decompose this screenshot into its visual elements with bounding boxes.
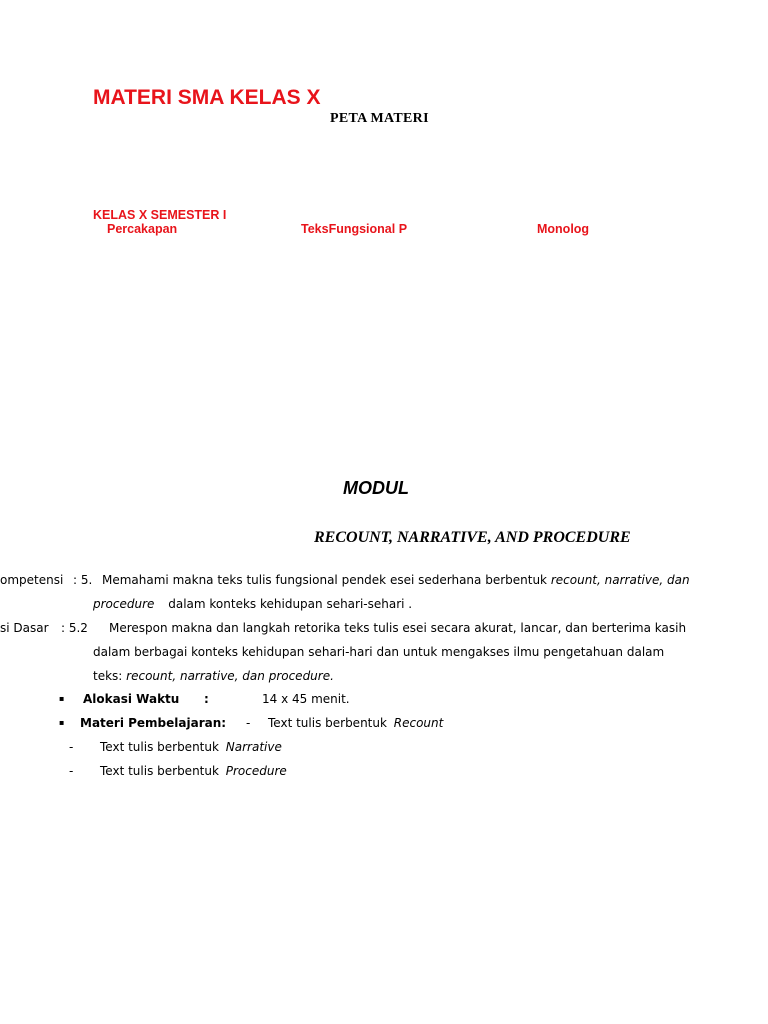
alokasi-waktu-value: 14 x 45 menit. [262,692,350,706]
standar-kompetensi-line-2 [93,597,412,611]
materi-item-procedure [100,764,287,778]
materi-pembelajaran-label: Materi Pembelajaran: [80,716,227,730]
materi-item-recount [268,716,443,730]
standar-kompetensi-line-1 [102,573,690,587]
semester-heading: KELAS X SEMESTER I [93,208,227,222]
standar-line-1-text: Memahami makna teks tulis fungsional pendek esei sederhana berbentuk [102,573,548,587]
alokasi-bullet: ▪ [59,694,65,703]
peta-materi-heading: PETA MATERI [330,111,429,126]
materi-item-narrative [100,740,282,754]
map-item-monolog: Monolog [537,222,590,236]
kompetensi-dasar-line-3 [93,669,334,683]
materi-bullet: ▪ [59,718,65,727]
kompetensi-dasar-line-1: Merespon makna dan langkah retorika teks tulis esei secara akurat, lancar, dan berterima kasih [109,621,687,635]
materi-item-italic: Recount [393,716,444,730]
modul-subtitle: RECOUNT, NARRATIVE, AND PROCEDURE [314,529,631,546]
map-item-teks-fungsional: TeksFungsional P [301,222,408,236]
materi-item-text: Text tulis berbentuk [100,764,219,778]
modul-heading: MODUL [343,478,409,498]
document-title: MATERI SMA KELAS X [93,86,321,109]
standar-line-2-italic: procedure [93,597,155,611]
kompetensi-dasar-label: si Dasar [0,621,49,635]
standar-kompetensi-number: : 5. [73,573,93,587]
map-item-percakapan: Percakapan [107,222,178,236]
standar-line-1-italic: recount, narrative, dan [550,573,690,587]
materi-item-text: Text tulis berbentuk [268,716,387,730]
materi-item-dash: - [246,716,251,730]
kompetensi-dasar-number: : 5.2 [61,621,88,635]
dasar-line-3-prefix: teks: [93,669,123,683]
materi-item-italic: Procedure [225,764,287,778]
alokasi-waktu-label: Alokasi Waktu [83,692,180,706]
materi-item-text: Text tulis berbentuk [100,740,219,754]
alokasi-waktu-separator: : [204,692,209,706]
materi-item-dash: - [69,764,74,778]
standar-kompetensi-label: ompetensi [0,573,64,587]
standar-line-2-text: dalam konteks kehidupan sehari-sehari . [168,597,413,611]
dasar-line-3-italic: recount, narrative, dan procedure. [126,669,334,683]
materi-item-italic: Narrative [225,740,282,754]
materi-item-dash: - [69,740,74,754]
kompetensi-dasar-line-2: dalam berbagai konteks kehidupan sehari-hari dan untuk mengakses ilmu pengetahuan dalam [93,645,665,659]
